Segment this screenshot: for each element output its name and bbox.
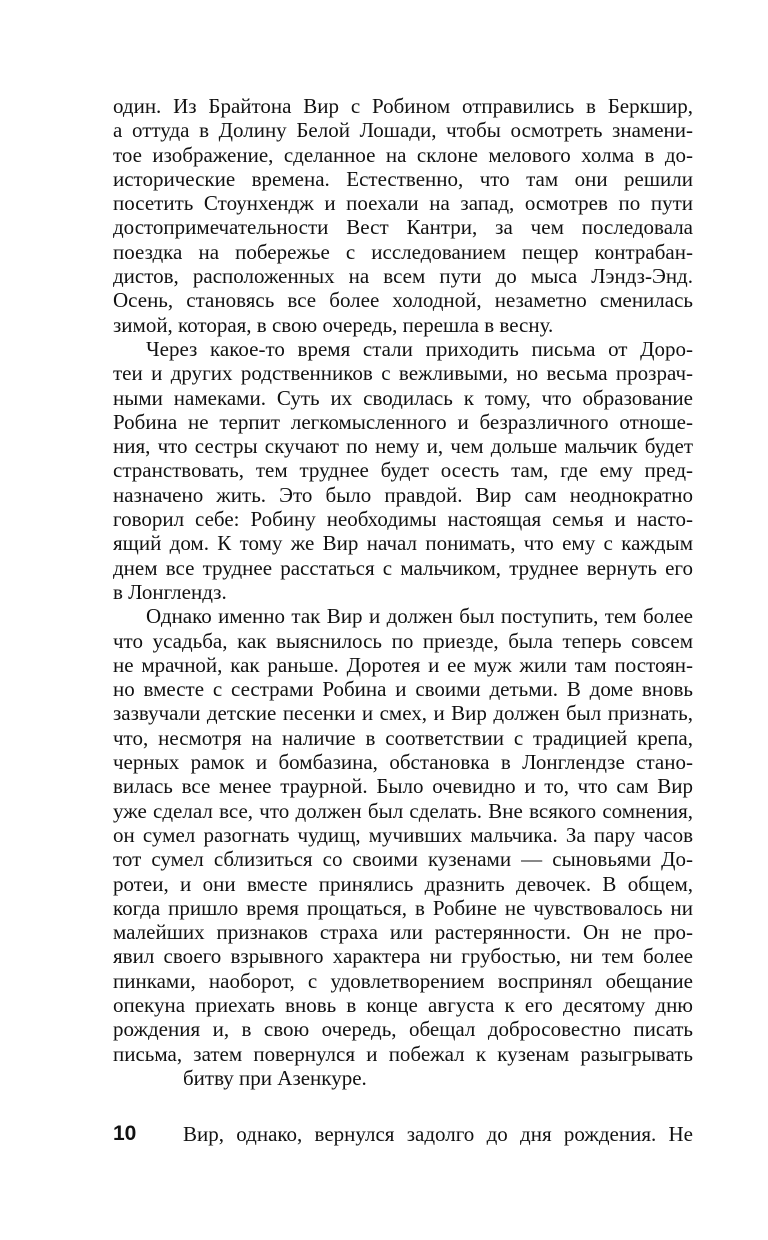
text-line: черных рамок и бомбазина, обстановка в Лонглендзе стано- — [113, 750, 693, 775]
text-line: что усадьба, как выяснилось по приезде, была теперь совсем — [113, 628, 693, 653]
text-line: один. Из Брайтона Вир с Робином отправились в Беркшир, — [113, 94, 693, 118]
text-line: достопримечательности Вест Кантри, за чем последовала — [113, 215, 693, 240]
text-line: рождения и, в свою очередь, обещал добросовестно писать — [113, 1017, 693, 1042]
text-line: ротеи, и они вместе принялись дразнить девочек. В общем, — [113, 871, 693, 896]
text-line: уже сделал все, что должен был сделать. Вне всякого сомнения, — [113, 798, 693, 823]
text-line: тое изображение, сделанное на склоне мелового холма в до- — [113, 142, 693, 167]
text-line: назначено жить. Это было правдой. Вир сам неоднократно — [113, 482, 693, 507]
text-line: явил своего взрывного характера ни грубостью, ни тем более — [113, 944, 693, 969]
text-line: письма, затем повернулся и побежал к кузенам разыгрывать — [113, 1041, 693, 1066]
text-line: Робина не терпит легкомысленного и безразличного отноше- — [113, 409, 693, 434]
text-line: дистов, расположенных на всем пути до мыса Лэндз-Энд. — [113, 264, 693, 289]
text-line: Вир, однако, вернулся задолго до дня рождения. Не — [183, 1122, 693, 1146]
text-line: малейших признаков страха или растерянности. Он не про- — [113, 920, 693, 945]
page-number: 10 — [113, 1122, 137, 1145]
text-line: когда пришло время прощаться, в Робине не чувствовалось ни — [113, 895, 693, 920]
paragraph — [113, 604, 693, 1090]
text-line: но вместе с сестрами Робина и своими детьми. В доме вновь — [113, 677, 693, 702]
text-line: не мрачной, как раньше. Доротея и ее муж жили там постоян- — [113, 652, 693, 677]
text-line: Однако именно так Вир и должен был поступить, тем более — [146, 604, 693, 629]
text-line: пинками, наоборот, с удовлетворением воспринял обещание — [113, 968, 693, 993]
text-line: теи и других родственников с вежливыми, но весьма прозрач- — [113, 361, 693, 386]
page-footer — [113, 1120, 693, 1148]
text-line: опекуна приехать вновь в конце августа к его десятому дню — [113, 992, 693, 1017]
text-line: он сумел разогнать чудищ, мучивших мальчика. За пару часов — [113, 822, 693, 847]
text-line: ными намеками. Суть их сводилась к тому, что образование — [113, 385, 693, 410]
text-line: Осень, становясь все более холодной, незаметно сменилась — [113, 288, 693, 313]
text-line: что, несмотря на наличие в соответствии с традицией крепа, — [113, 725, 693, 750]
paragraph — [113, 337, 693, 604]
text-line: зимой, которая, в свою очередь, перешла в весну. — [113, 312, 554, 337]
text-line: говорил себе: Робину необходимы настоящая семья и насто- — [113, 507, 693, 532]
text-line: вилась все менее траурной. Было очевидно и то, что сам Вир — [113, 774, 693, 799]
text-line: ящий дом. К тому же Вир начал понимать, что ему с каждым — [113, 531, 693, 556]
text-line: зазвучали детские песенки и смех, и Вир должен был признать, — [113, 701, 693, 726]
text-line: поездка на побережье с исследованием пещер контрабан- — [113, 239, 693, 264]
text-line: битву при Азенкуре. — [183, 1065, 367, 1090]
page-body — [113, 94, 693, 1090]
text-line: а оттуда в Долину Белой Лошади, чтобы осмотреть знамени- — [113, 118, 693, 143]
text-line: в Лонглендз. — [113, 579, 227, 604]
text-line: посетить Стоунхендж и поехали на запад, осмотрев по пути — [113, 191, 693, 216]
text-line: Через какое-то время стали приходить письма от Доро- — [146, 336, 693, 361]
text-line: тот сумел сблизиться со своими кузенами — сыновьями До- — [113, 847, 693, 872]
text-line: ния, что сестры скучают по нему и, чем дольше мальчик будет — [113, 434, 693, 459]
paragraph — [113, 94, 693, 337]
text-line: исторические времена. Естественно, что там они решили — [113, 166, 693, 191]
text-line: днем все труднее расстаться с мальчиком, труднее вернуть его — [113, 555, 693, 580]
text-line: странствовать, тем труднее будет осесть там, где ему пред- — [113, 458, 693, 483]
